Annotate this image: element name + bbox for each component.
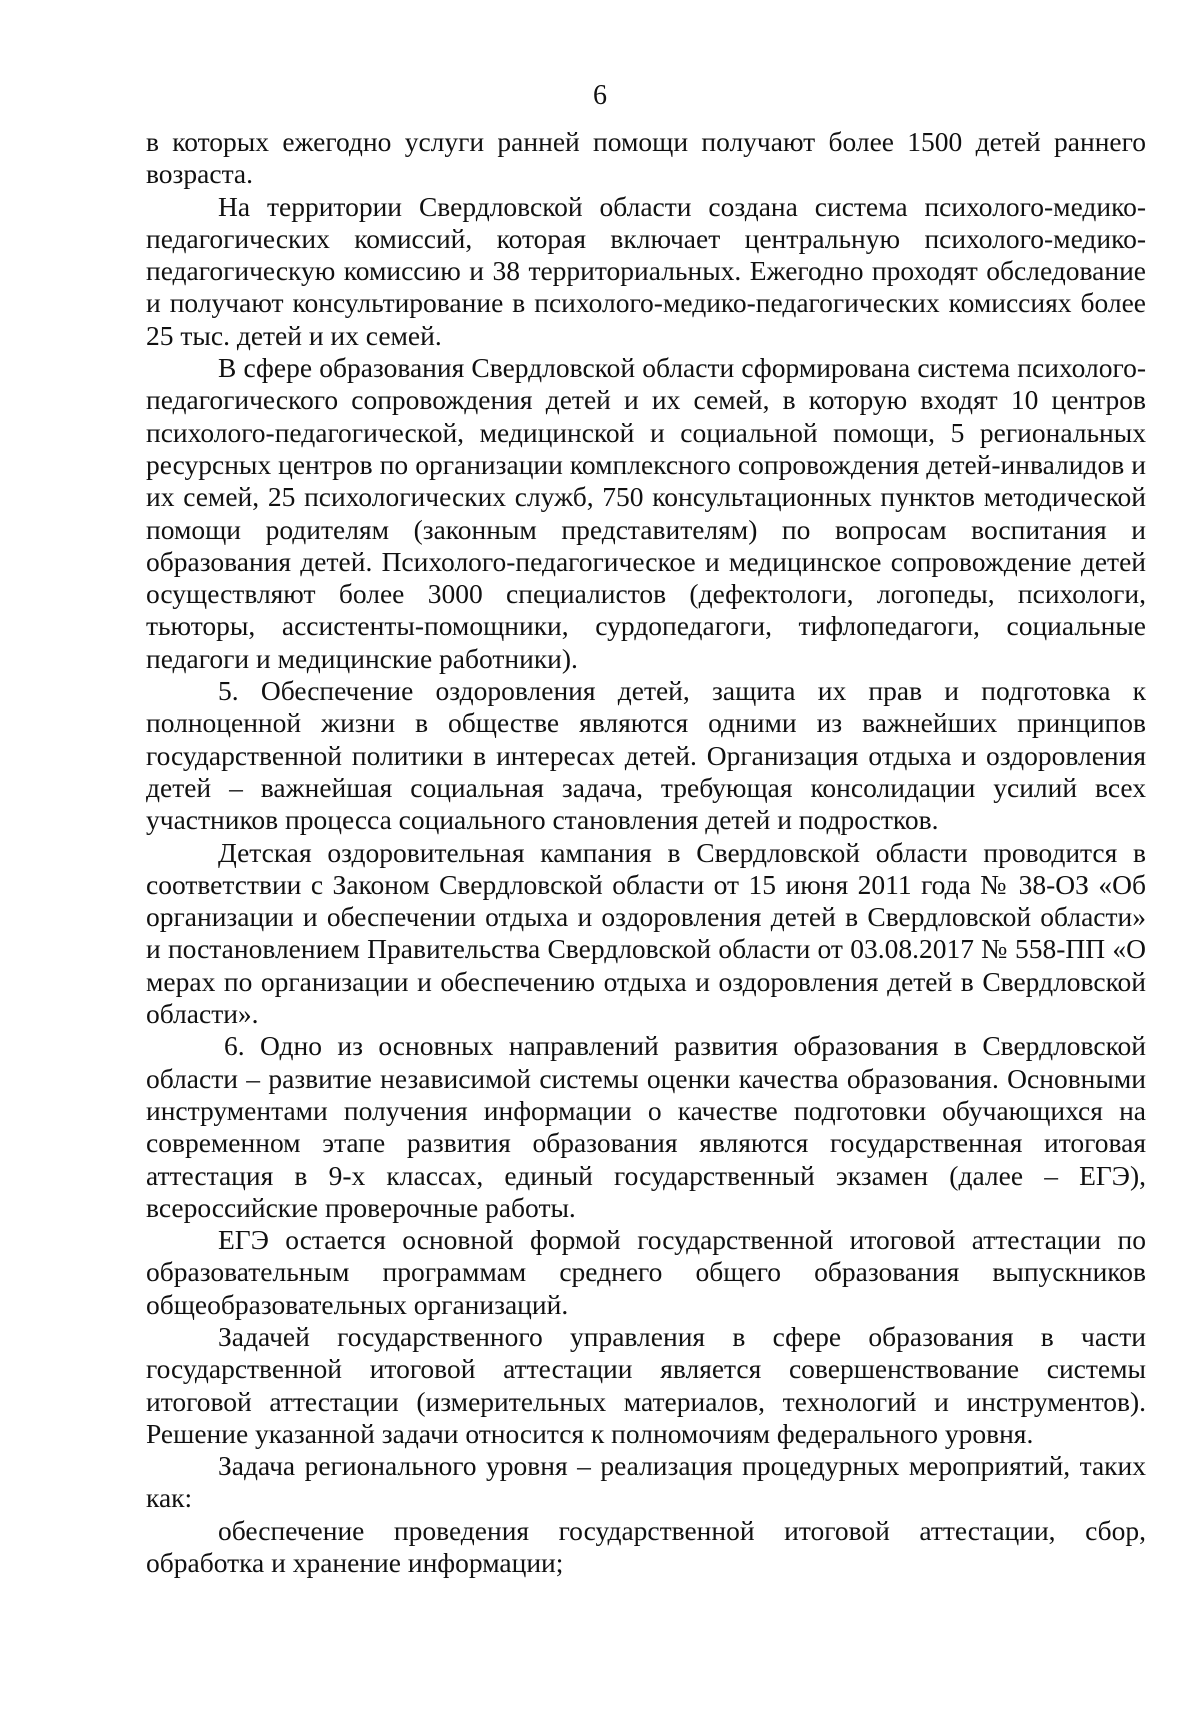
paragraph-psychological-support: В сфере образования Свердловской области сформирована система психолого-педагогического сопровождения детей и их семей, в которую входят 10 центров психолого-педагогической, медицинской и социальной помощи, 5 региональных ресурсных центров по организации комплексного сопровождения детей-инвалидов и их семей, 25 психологических служб, 750 консультационных пунктов методической помощи родителям (законным представителям) по вопросам воспитания и образования детей. Психолого-педагогическое и медицинское сопровождение детей осуществляют более 3000 специалистов (дефектологи, логопеды, психологи, тьюторы, ассистенты-помощники, сурдопедагоги, тифлопедагоги, социальные педагоги и медицинские работники). (146, 352, 1146, 674)
paragraph-ege: ЕГЭ остается основной формой государственной итоговой аттестации по образовательным программам среднего общего образования выпускников общеобразовательных организаций. (146, 1224, 1146, 1320)
paragraph-health-campaign: Детская оздоровительная кампания в Свердловской области проводится в соответствии с Законом Свердловской области от 15 июня 2011 года № 38-ОЗ «Об организации и обеспечении отдыха и оздоровления детей в Свердловской области» и постановлением Правительства Свердловской области от 03.08.2017 № 558-ПП «О мерах по организации и обеспечению отдыха и оздоровления детей в Свердловской области». (146, 836, 1146, 1030)
paragraph-early-help: в которых ежегодно услуги ранней помощи получают более 1500 детей раннего возраста. (146, 126, 1146, 190)
page-number: 6 (593, 80, 607, 111)
paragraph-list-item-ensuring: обеспечение проведения государственной итоговой аттестации, сбор, обработка и хранение информации; (146, 1514, 1146, 1579)
paragraph-item-6-assessment: 6. Одно из основных направлений развития образования в Свердловской области – развитие независимой системы оценки качества образования. Основными инструментами получения информации о качестве подготовки обучающихся на современном этапе развития образования являются государственная итоговая аттестация в 9-х классах, единый государственный экзамен (далее – ЕГЭ), всероссийские проверочные работы. (146, 1030, 1146, 1223)
paragraph-regional-task: Задача регионального уровня – реализация процедурных мероприятий, таких как: (146, 1450, 1146, 1514)
paragraph-item-5-health: 5. Обеспечение оздоровления детей, защита их прав и подготовка к полноценной жизни в обществе являются одними из важнейших принципов государственной политики в интересах детей. Организация отдыха и оздоровления детей – важнейшая социальная задача, требующая консолидации усилий всех участников процесса социального становления детей и подростков. (146, 675, 1146, 836)
document-body (146, 126, 1146, 1579)
paragraph-federal-task: Задачей государственного управления в сфере образования в части государственной итоговой аттестации является совершенствование системы итоговой аттестации (измерительных материалов, технологий и инструментов). Решение указанной задачи относится к полномочиям федерального уровня. (146, 1320, 1146, 1449)
paragraph-pmpk-system: На территории Свердловской области создана система психолого-медико-педагогических комиссий, которая включает центральную психолого-медико-педагогическую комиссию и 38 территориальных. Ежегодно проходят обследование и получают консультирование в психолого-медико-педагогических комиссиях более 25 тыс. детей и их семей. (146, 190, 1146, 351)
